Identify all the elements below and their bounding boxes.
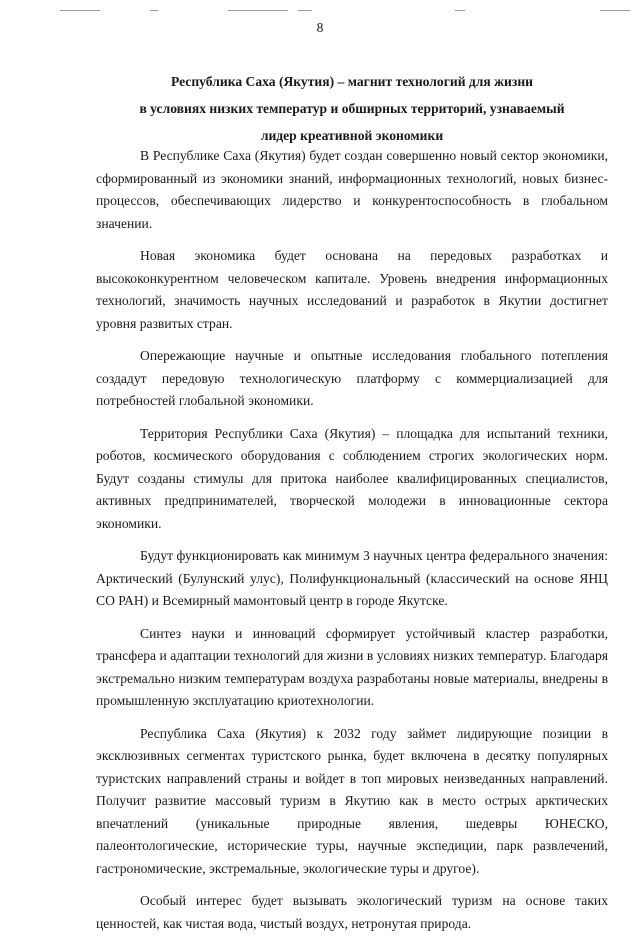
paragraph: В Республике Саха (Якутия) будет создан совершенно новый сектор экономики, сформированный из экономики знаний, информационных технологий, новых бизнес-процессов, обеспечивающих лидерство и конкурентоспособность в глобальном значении. [96, 148, 608, 231]
title-line: лидер креативной экономики [260, 128, 444, 143]
title-line: Республика Саха (Якутия) – магнит технологий для жизни [170, 74, 534, 89]
paragraph: Будут функционировать как минимум 3 научных центра федерального значения: Арктический (Булунский улус), Полифункциональный (классический на основе ЯНЦ СО РАН) и Всемирный мамонтовый центр в городе Якутске. [96, 548, 608, 608]
paragraph: Синтез науки и инноваций сформирует устойчивый кластер разработки, трансфера и адаптации технологий для жизни в условиях низких температур. Благодаря экстремально низким температурам воздуха разработаны новые материалы, внедрены в промышленную эксплуатацию криотехнологии. [96, 625, 608, 708]
page-number: 8 [316, 20, 324, 35]
document-body [96, 145, 608, 945]
paragraph: Республика Саха (Якутия) к 2032 году займет лидирующие позиции в эксклюзивных сегментах туристского рынка, будет включена в десятку популярных туристских направлений страны и войдет в топ мировых неизведанных направлений. Получит развитие массовый туризм в Якутию как в место острых арктических впечатлений (уникальные природные явления, шедевры ЮНЕСКО, палеонтологические, исторические туры, научные экспедиции, парк развлечений, гастрономические, экстремальные, экологические туры и другое). [96, 725, 608, 876]
paragraph: Новая экономика будет основана на передовых разработках и высококонкурентном человеческом капитале. Уровень внедрения информационных технологий, значимость научных исследований и разработок в Якутии достигнет уровня развитых стран. [96, 248, 608, 331]
paragraph: Особый интерес будет вызывать экологический туризм на основе таких ценностей, как чистая вода, чистый воздух, нетронутая природа. [96, 893, 608, 931]
scan-edge-marks [0, 10, 640, 14]
paragraph: Опережающие научные и опытные исследования глобального потепления создадут передовую технологическую платформу с коммерциализацией для потребностей глобальной экономики. [96, 348, 608, 408]
paragraph: Территория Республики Саха (Якутия) – площадка для испытаний техники, роботов, космического оборудования с соблюдением строгих экологических норм. Будут созданы стимулы для притока наиболее квалифицированных специалистов, активных предпринимателей, творческой молодежи в инновационные сектора экономики. [96, 425, 608, 531]
title-line: в условиях низких температур и обширных территорий, узнаваемый [139, 101, 565, 116]
section-title [96, 68, 608, 149]
